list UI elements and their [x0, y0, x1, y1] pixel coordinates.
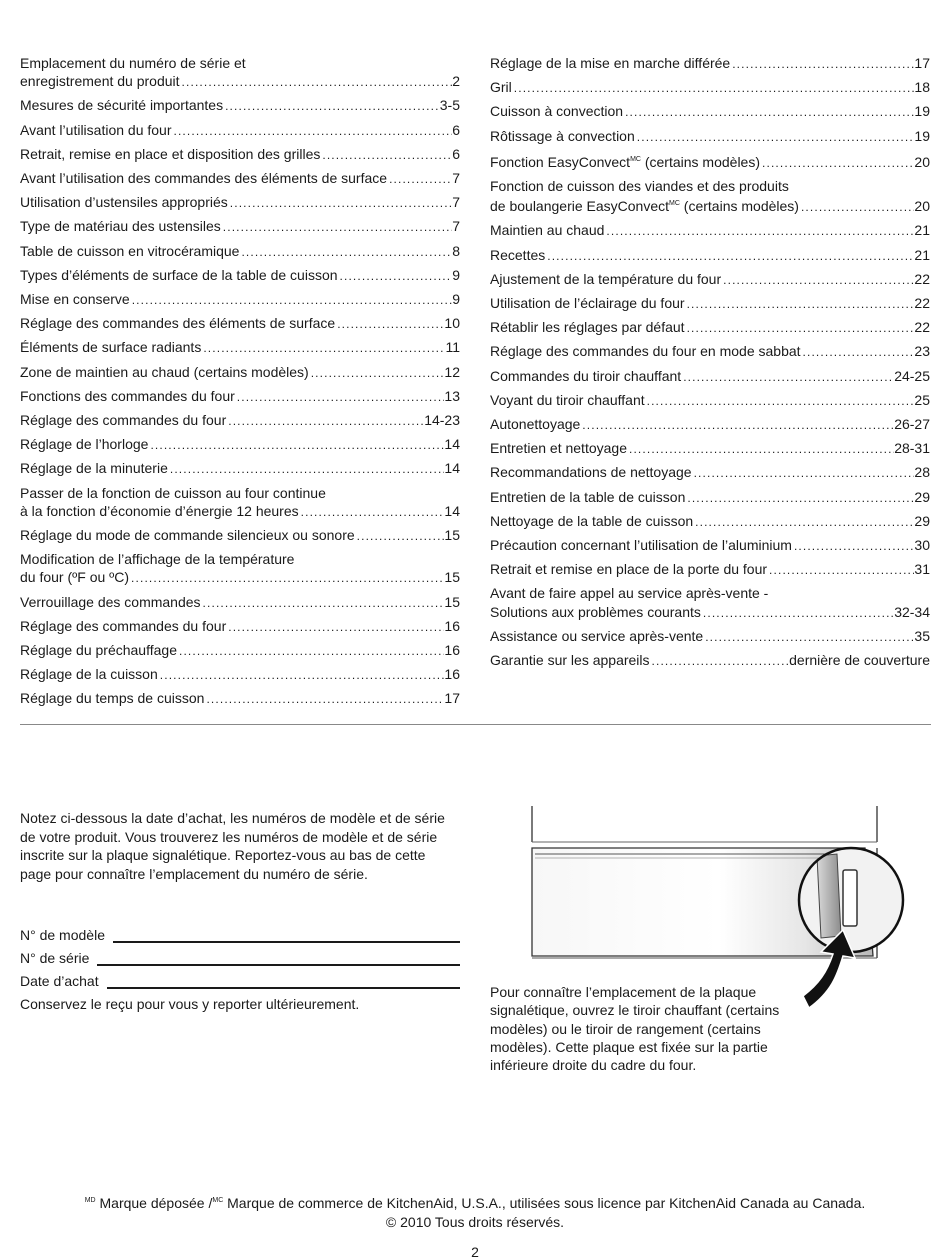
toc-entry-title-text: Réglage des commandes du four en mode sabbat	[490, 343, 801, 360]
toc-entry-title	[490, 221, 604, 239]
toc-entry[interactable]	[490, 488, 930, 507]
toc-entry-title-text: Éléments de surface radiants	[20, 339, 202, 356]
toc-leader-dots	[221, 218, 452, 236]
toc-entry-page: 21	[914, 222, 930, 239]
toc-entry-page: 11	[445, 339, 460, 356]
toc-entry-title-text: Table de cuisson en vitrocéramique	[20, 242, 240, 259]
toc-entry-title	[490, 342, 801, 360]
purchase-date-line	[107, 974, 460, 989]
toc-leader-dots	[148, 436, 444, 454]
toc-entry[interactable]	[20, 593, 460, 612]
toc-leader-dots	[177, 642, 444, 660]
toc-entry[interactable]	[490, 367, 930, 386]
toc-entry-title-line1: Passer de la fonction de cuisson au four continue	[20, 484, 326, 501]
toc-entry[interactable]	[20, 435, 460, 454]
toc-entry-title-line1: Modification de l’affichage de la température	[20, 551, 295, 568]
toc-leader-dots	[239, 243, 452, 261]
toc-entry-title	[20, 217, 221, 235]
toc-entry-page: 2	[452, 73, 460, 90]
toc-entry-title	[490, 78, 512, 96]
toc-entry-page: 25	[914, 391, 930, 408]
toc-entry-title-text: Réglage du temps de cuisson	[20, 690, 205, 707]
toc-leader-dots	[355, 527, 445, 545]
toc-leader-dots	[180, 73, 453, 91]
toc-leader-dots	[623, 103, 914, 121]
toc-entry-page: 14	[444, 460, 460, 477]
toc-entry[interactable]	[20, 193, 460, 212]
oven-drawer-illustration	[525, 806, 915, 1011]
toc-entry-title	[20, 665, 158, 683]
toc-entry-title	[490, 651, 650, 669]
trademark-superscript: MC	[630, 155, 641, 163]
toc-entry-title-text: Utilisation d’ustensiles appropriés	[20, 194, 228, 211]
toc-leader-dots	[801, 343, 915, 361]
toc-entry-title-text: Réglage du mode de commande silencieux ou sonore	[20, 527, 355, 544]
toc-entry[interactable]	[20, 665, 460, 684]
toc-entry-title-text: Rétablir les réglages par défaut	[490, 319, 685, 336]
toc-leader-dots	[792, 537, 914, 555]
toc-entry-title	[20, 193, 228, 211]
toc-entry-title-text: Réglage du préchauffage	[20, 642, 177, 659]
toc-entry-title-line1: Fonction de cuisson des viandes et des produits	[490, 178, 789, 195]
toc-leader-dots	[338, 267, 453, 285]
toc-entry-page: 21	[914, 246, 930, 263]
toc-entry-page: 19	[914, 103, 930, 120]
toc-leader-dots	[721, 271, 914, 289]
toc-entry-title	[490, 318, 685, 336]
toc-entry-title	[490, 195, 799, 215]
toc-entry-title-text: Mesures de sécurité importantes	[20, 97, 224, 114]
toc-leader-dots	[309, 364, 445, 382]
toc-entry-title	[20, 387, 235, 405]
toc-entry-title	[20, 435, 148, 453]
toc-entry-title	[20, 338, 201, 356]
toc-entry-title-text: Recommandations de nettoyage	[490, 464, 692, 481]
toc-leader-dots	[799, 198, 914, 216]
trademark-part2: Marque de commerce de KitchenAid, U.S.A., utilisées sous licence par KitchenAid Canada au Canada.	[223, 1195, 866, 1211]
toc-entry-page: 26-27	[894, 416, 930, 433]
toc-entry-page: 28	[914, 464, 930, 481]
record-intro: Notez ci-dessous la date d’achat, les numéros de modèle et de série de votre produit. Vous trouverez les numéros de modèle et de série inscrite sur la plaque signalétique. Reportez-vous au bas de cette page pour connaître l’emplacement du numéro de série.	[20, 810, 445, 882]
toc-entry[interactable]	[490, 221, 930, 240]
purchase-date-label: Date d’achat	[20, 973, 99, 989]
toc-leader-dots	[320, 146, 452, 164]
toc-leader-dots	[201, 594, 445, 612]
trademark-line	[0, 1191, 950, 1213]
toc-entry-page: 7	[452, 170, 460, 187]
toc-entry-title-text: Avant l’utilisation des commandes des éléments de surface	[20, 170, 388, 187]
toc-entry-title	[20, 145, 320, 163]
toc-leader-dots	[681, 368, 894, 386]
toc-entry-title	[490, 391, 645, 409]
toc-leader-dots	[693, 513, 914, 531]
plate-location-caption: Pour connaître l’emplacement de la plaque signalétique, ouvrez le tiroir chauffant (certains modèles) ou le tiroir de rangement (certains modèles). Cette plaque est fixée sur la partie inférieure droite du cadre du four.	[490, 984, 780, 1074]
toc-right-column	[490, 54, 930, 675]
trademark-footer	[0, 1191, 950, 1232]
toc-leader-dots	[701, 604, 894, 622]
toc-entry-title	[490, 439, 627, 457]
toc-entry-page: 32-34	[894, 603, 930, 620]
toc-entry-title-text: Fonctions des commandes du four	[20, 387, 235, 404]
toc-entry-title	[20, 502, 299, 520]
toc-leader-dots	[226, 618, 444, 636]
toc-leader-dots	[129, 569, 444, 587]
toc-entry[interactable]	[490, 54, 930, 73]
toc-entry-title	[20, 593, 201, 611]
toc-entry-page: 20	[914, 198, 930, 215]
toc-leader-dots	[512, 79, 915, 97]
toc-entry[interactable]	[490, 584, 930, 621]
toc-entry-title	[490, 560, 767, 578]
trademark-part1: Marque déposée /	[95, 1195, 213, 1211]
toc-entry[interactable]	[490, 627, 930, 646]
toc-entry-title-text: Mise en conserve	[20, 291, 130, 308]
toc-entry-page: 14	[444, 502, 460, 519]
toc-entry-page: 35	[914, 627, 930, 644]
toc-entry-title-text: Ajustement de la température du four	[490, 270, 722, 287]
toc-leader-dots	[545, 247, 914, 265]
md-superscript: MD	[84, 1197, 96, 1204]
toc-leader-dots	[692, 464, 915, 482]
toc-entry[interactable]	[20, 290, 460, 309]
toc-entry-page: 24-25	[894, 367, 930, 384]
serial-number-label: N° de série	[20, 950, 90, 966]
toc-entry[interactable]	[490, 512, 930, 531]
toc-entry-title-text: Réglage de la cuisson	[20, 666, 158, 683]
toc-entry-title-text: du four (ºF ou ºC)	[20, 569, 130, 586]
toc-entry-title-text: enregistrement du produit	[20, 73, 180, 90]
toc-entry-page: 31	[914, 561, 930, 578]
serial-number-line	[97, 951, 460, 966]
toc-entry-page: 22	[914, 295, 930, 312]
toc-entry-page: 3-5	[439, 97, 460, 114]
toc-entry-page: 19	[914, 127, 930, 144]
toc-entry-page: 7	[452, 194, 460, 211]
toc-entry-title	[20, 121, 172, 139]
toc-entry-title	[20, 72, 180, 90]
toc-entry[interactable]	[490, 439, 930, 458]
toc-entry-page: 9	[452, 266, 460, 283]
toc-entry-title	[20, 568, 129, 586]
toc-entry-title-text: Maintien au chaud	[490, 222, 605, 239]
toc-leader-dots	[685, 489, 914, 507]
toc-entry[interactable]	[20, 242, 460, 261]
toc-entry[interactable]	[20, 145, 460, 164]
toc-entry[interactable]	[20, 338, 460, 357]
toc-leader-dots	[201, 339, 445, 357]
toc-entry-page: 20	[914, 153, 930, 170]
toc-entry-title	[20, 411, 226, 429]
toc-entry-page: 23	[914, 343, 930, 360]
toc-entry-title-text: Types d’éléments de surface de la table de cuisson	[20, 266, 338, 283]
toc-entry-title-text: Commandes du tiroir chauffant	[490, 367, 682, 384]
toc-entry-title-text: de boulangerie EasyConvect	[490, 198, 670, 215]
toc-leader-dots	[645, 392, 915, 410]
toc-entry-title-text: Rôtissage à convection	[490, 127, 635, 144]
toc-entry-page: 15	[444, 593, 460, 610]
toc-entry[interactable]	[490, 78, 930, 97]
toc-entry[interactable]	[490, 151, 930, 172]
toc-entry-title	[20, 689, 204, 707]
toc-entry-page: 15	[444, 527, 460, 544]
toc-leader-dots	[650, 652, 790, 670]
toc-entry-page: 7	[452, 218, 460, 235]
toc-leader-dots	[335, 315, 444, 333]
toc-leader-dots	[204, 690, 444, 708]
toc-entry-title-text: Garantie sur les appareils	[490, 652, 650, 669]
toc-entry-title-text: Réglage des commandes du four	[20, 617, 227, 634]
toc-leader-dots	[299, 503, 445, 521]
toc-entry[interactable]	[20, 459, 460, 478]
mc-superscript: MC	[212, 1197, 224, 1204]
toc-leader-dots	[235, 388, 445, 406]
toc-entry-title-text: Verrouillage des commandes	[20, 593, 201, 610]
toc-entry[interactable]	[20, 641, 460, 660]
toc-entry-page: 22	[914, 270, 930, 287]
toc-entry[interactable]	[490, 651, 930, 670]
toc-entry-title	[490, 603, 701, 621]
toc-entry-title	[490, 463, 692, 481]
toc-entry-page: 16	[444, 666, 460, 683]
toc-entry-title	[490, 536, 792, 554]
toc-entry-page: 28-31	[894, 440, 930, 457]
model-number-label: N° de modèle	[20, 927, 105, 943]
toc-entry[interactable]	[490, 536, 930, 555]
toc-leader-dots	[730, 55, 914, 73]
toc-entry-title-text: Gril	[490, 79, 512, 96]
toc-entry[interactable]	[20, 217, 460, 236]
toc-leader-dots	[226, 412, 424, 430]
toc-entry-title	[20, 641, 177, 659]
toc-leader-dots	[172, 122, 453, 140]
toc-entry-title	[490, 512, 693, 530]
toc-leader-dots	[685, 319, 915, 337]
toc-entry-page: 13	[444, 387, 460, 404]
toc-entry[interactable]	[20, 314, 460, 333]
toc-entry-title-text: Autonettoyage	[490, 416, 581, 433]
toc-entry-title-text: Réglage de l’horloge	[20, 436, 149, 453]
toc-entry[interactable]	[490, 463, 930, 482]
toc-entry-title-text: Précaution concernant l’utilisation de l’aluminium	[490, 537, 792, 554]
toc-entry-title	[20, 290, 130, 308]
toc-entry[interactable]	[490, 318, 930, 337]
toc-entry-title	[20, 526, 355, 544]
serial-number-field[interactable]	[20, 950, 460, 966]
toc-leader-dots	[635, 128, 915, 146]
toc-entry-page: 16	[444, 617, 460, 634]
keep-receipt-note: Conservez le reçu pour vous y reporter ultérieurement.	[20, 996, 360, 1012]
toc-leader-dots	[685, 295, 915, 313]
toc-entry-title-text: Type de matériau des ustensiles	[20, 218, 221, 235]
toc-entry-page: 10	[444, 315, 460, 332]
toc-entry-page: 6	[452, 145, 460, 162]
toc-entry-title-text: Recettes	[490, 246, 546, 263]
toc-entry[interactable]	[20, 526, 460, 545]
toc-leader-dots	[760, 154, 914, 172]
toc-entry-title-text: Avant l’utilisation du four	[20, 121, 172, 138]
toc-entry-title	[490, 415, 580, 433]
toc-leader-dots	[130, 291, 452, 309]
toc-entry[interactable]	[490, 560, 930, 579]
toc-entry-title-text: Entretien de la table de cuisson	[490, 488, 686, 505]
toc-entry-title-line1: Emplacement du numéro de série et	[20, 55, 246, 71]
toc-entry[interactable]	[490, 127, 930, 146]
toc-leader-dots	[223, 97, 440, 115]
toc-entry-title-text: Assistance ou service après-vente	[490, 627, 704, 644]
toc-entry-title-text: Entretien et nettoyage	[490, 440, 627, 457]
toc-entry-page: 15	[444, 569, 460, 586]
toc-entry-page: 12	[444, 363, 460, 380]
toc-entry-title-text: Réglage des commandes des éléments de surface	[20, 315, 336, 332]
toc-entry-title-text: Fonction EasyConvect	[490, 153, 631, 170]
toc-entry-title-text: Voyant du tiroir chauffant	[490, 391, 645, 408]
toc-leader-dots	[387, 170, 452, 188]
toc-entry-title	[20, 314, 335, 332]
toc-entry-page: 29	[914, 512, 930, 529]
toc-entry-title	[490, 246, 545, 264]
toc-entry-page: dernière de couverture	[789, 652, 930, 669]
toc-entry[interactable]	[20, 617, 460, 636]
toc-entry-title	[490, 54, 730, 72]
toc-entry-title	[20, 459, 168, 477]
toc-left-column	[20, 54, 460, 714]
toc-entry[interactable]	[20, 689, 460, 708]
purchase-date-field[interactable]	[20, 973, 460, 989]
toc-leader-dots	[703, 628, 914, 646]
toc-entry-title-text: Solutions aux problèmes courants	[490, 603, 701, 620]
section-divider	[20, 724, 931, 725]
toc-leader-dots	[604, 222, 914, 240]
toc-entry-title-text: Retrait, remise en place et disposition des grilles	[20, 145, 321, 162]
toc-entry[interactable]	[490, 294, 930, 313]
toc-entry[interactable]	[490, 270, 930, 289]
toc-entry[interactable]	[20, 169, 460, 188]
toc-leader-dots	[627, 440, 894, 458]
toc-entry[interactable]	[20, 54, 460, 91]
toc-entry-title-text: Zone de maintien au chaud (certains modèles)	[20, 363, 309, 380]
toc-entry[interactable]	[20, 387, 460, 406]
toc-entry-title-line1: Avant de faire appel au service après-vente -	[490, 585, 769, 602]
toc-leader-dots	[580, 416, 894, 434]
model-number-line	[113, 928, 460, 943]
toc-entry[interactable]	[20, 96, 460, 115]
toc-entry[interactable]	[490, 415, 930, 434]
toc-entry-page: 29	[914, 488, 930, 505]
toc-entry-page: 17	[914, 55, 930, 71]
toc-entry-title-text: Réglage des commandes du four	[20, 412, 227, 429]
toc-entry[interactable]	[20, 363, 460, 382]
toc-entry-title-tail: (certains modèles)	[679, 198, 799, 215]
page-number: 2	[471, 1244, 479, 1260]
model-number-field[interactable]	[20, 927, 460, 943]
toc-entry-page: 30	[914, 537, 930, 554]
toc-entry-title-tail: (certains modèles)	[640, 153, 761, 170]
toc-entry[interactable]	[490, 102, 930, 121]
toc-entry-title	[20, 617, 226, 635]
toc-entry-title	[490, 488, 685, 506]
toc-entry-title-text: Utilisation de l’éclairage du four	[490, 295, 685, 312]
toc-entry-title	[20, 96, 223, 114]
toc-entry-page: 22	[914, 319, 930, 336]
toc-entry-page: 9	[452, 291, 460, 308]
toc-leader-dots	[767, 561, 914, 579]
toc-entry[interactable]	[20, 484, 460, 521]
copyright-line: © 2010 Tous droits réservés.	[385, 1214, 565, 1230]
toc-leader-dots	[158, 666, 445, 684]
toc-entry-title-text: Réglage de la mise en marche différée	[490, 55, 731, 71]
toc-entry[interactable]	[490, 391, 930, 410]
toc-entry-title-text: Nettoyage de la table de cuisson	[490, 512, 694, 529]
toc-entry-page: 6	[452, 121, 460, 138]
toc-entry-title	[490, 127, 635, 145]
toc-entry-page: 8	[452, 242, 460, 259]
toc-entry[interactable]	[490, 246, 930, 265]
toc-entry-title-text: à la fonction d’économie d’énergie 12 heures	[20, 502, 299, 519]
toc-entry[interactable]	[20, 550, 460, 587]
toc-entry-title-text: Réglage de la minuterie	[20, 460, 168, 477]
toc-entry-page: 18	[914, 79, 930, 96]
toc-entry-title	[20, 242, 239, 260]
toc-leader-dots	[228, 194, 452, 212]
toc-entry-title	[490, 627, 703, 645]
toc-entry[interactable]	[20, 266, 460, 285]
toc-entry[interactable]	[20, 121, 460, 140]
trademark-superscript: MC	[669, 200, 680, 208]
toc-entry[interactable]	[490, 342, 930, 361]
toc-entry-title	[20, 169, 387, 187]
toc-entry-title	[490, 270, 721, 288]
toc-entry-title	[490, 294, 685, 312]
toc-entry-title-text: Retrait et remise en place de la porte du four	[490, 561, 768, 578]
toc-entry-title	[490, 367, 681, 385]
toc-entry[interactable]	[20, 411, 460, 430]
toc-entry-title	[490, 102, 623, 120]
toc-entry-page: 17	[444, 690, 460, 707]
toc-entry-title	[490, 151, 760, 171]
toc-leader-dots	[168, 460, 445, 478]
toc-entry-title	[20, 266, 338, 284]
toc-entry-page: 16	[444, 642, 460, 659]
toc-entry-title-text: Cuisson à convection	[490, 103, 624, 120]
toc-entry[interactable]	[490, 177, 930, 216]
toc-entry-title	[20, 363, 309, 381]
toc-entry-page: 14-23	[424, 412, 460, 429]
toc-entry-page: 14	[444, 436, 460, 453]
